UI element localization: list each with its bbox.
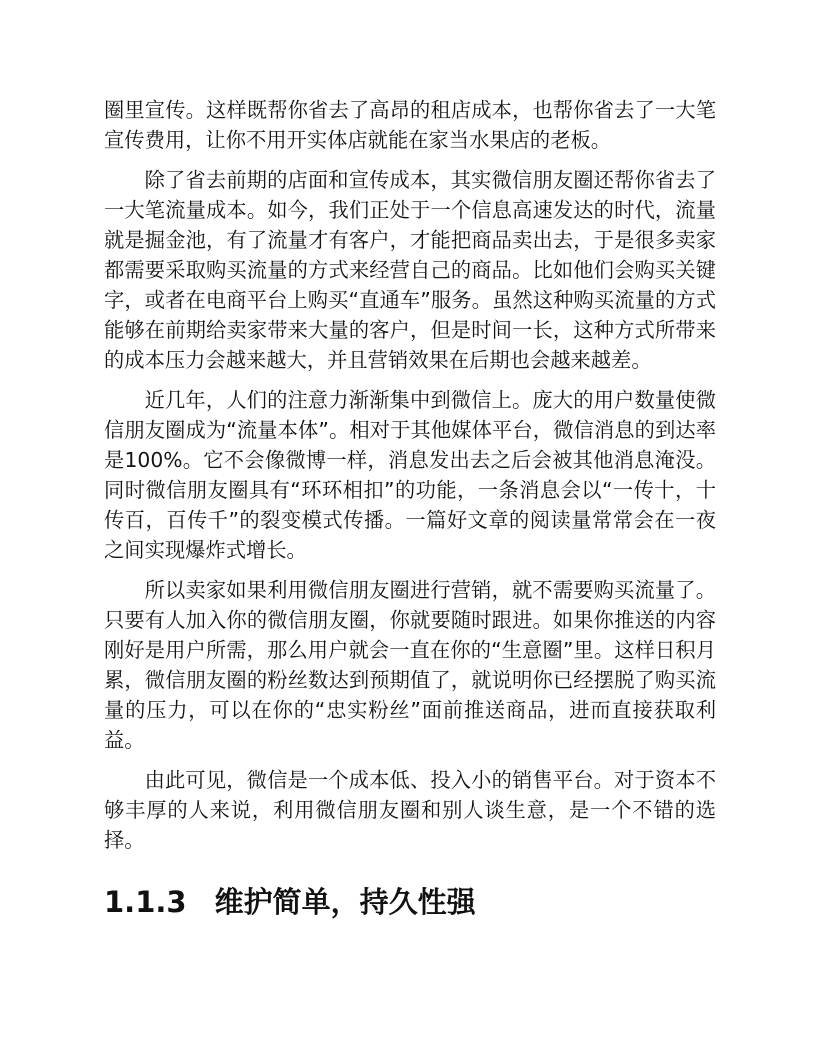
- section-number: 1.1.3: [104, 885, 187, 919]
- paragraph-2: 除了省去前期的店面和宣传成本，其实微信朋友圈还帮你省去了一大笔流量成本。如今，我们正处于一个信息高速发达的时代，流量就是掘金池，有了流量才有客户，才能把商品卖出去，于是很多卖家都需要采取购买流量的方式来经营自己的商品。比如他们会购买关键字，或者在电商平台上购买“直通车”服务。虽然这种购买流量的方式能够在前期给卖家带来大量的客户，但是时间一长，这种方式所带来的成本压力会越来越大，并且营销效果在后期也会越来越差。: [104, 168, 716, 372]
- paragraph-5: 由此可见，微信是一个成本低、投入小的销售平台。对于资本不够丰厚的人来说，利用微信朋友圈和别人谈生意，是一个不错的选择。: [104, 768, 716, 852]
- document-page: [104, 95, 716, 919]
- section-title: 维护简单，持久性强: [214, 885, 476, 919]
- paragraph-3: 近几年，人们的注意力渐渐集中到微信上。庞大的用户数量使微信朋友圈成为“流量本体”。相对于其他媒体平台，微信消息的到达率是100%。它不会像微博一样，消息发出去之后会被其他消息淹没。同时微信朋友圈具有“环环相扣”的功能，一条消息会以“一传十，十传百，百传千”的裂变模式传播。一篇好文章的阅读量常常会在一夜之间实现爆炸式增长。: [104, 388, 716, 562]
- paragraph-4: 所以卖家如果利用微信朋友圈进行营销，就不需要购买流量了。只要有人加入你的微信朋友圈，你就要随时跟进。如果你推送的内容刚好是用户所需，那么用户就会一直在你的“生意圈”里。这样日积月累，微信朋友圈的粉丝数达到预期值了，就说明你已经摆脱了购买流量的压力，可以在你的“忠实粉丝”面前推送商品，进而直接获取利益。: [104, 578, 716, 752]
- section-heading: [104, 882, 476, 922]
- paragraph-1: 圈里宣传。这样既帮你省去了高昂的租店成本，也帮你省去了一大笔宣传费用，让你不用开实体店就能在家当水果店的老板。: [104, 98, 716, 152]
